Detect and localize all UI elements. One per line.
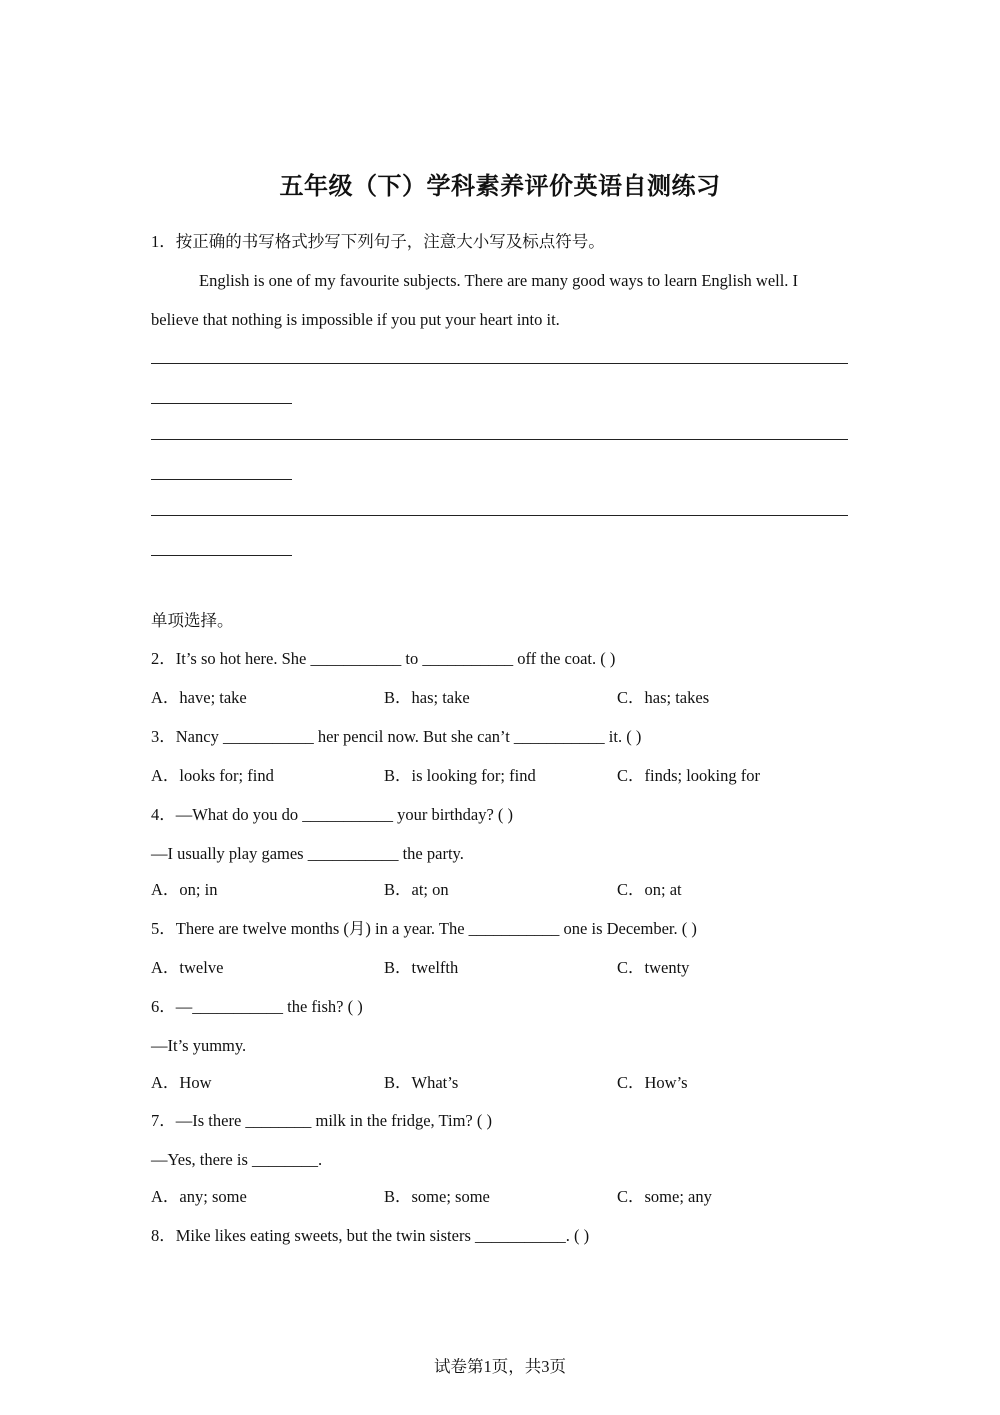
page-title: 五年级（下）学科素养评价英语自测练习 [279, 172, 721, 200]
option-row [151, 686, 851, 710]
option-row [151, 1185, 851, 1209]
writing-line-3 [151, 515, 848, 516]
writing-line-3-end [151, 555, 292, 556]
question-stem-line-2: —I usually play games ___________ the party. [151, 844, 464, 863]
question-stem-line-2: —It’s yummy. [151, 1036, 247, 1055]
option-a: A．How [151, 1073, 212, 1092]
option-a: A．have; take [151, 688, 247, 707]
question-stem: 8．Mike likes eating sweets, but the twin sisters ___________. ( ) [151, 1226, 590, 1245]
q1-prompt: 1．按正确的书写格式抄写下列句子，注意大小写及标点符号。 [151, 232, 605, 251]
writing-line-1 [151, 363, 848, 364]
option-b: B．is looking for; find [384, 766, 536, 785]
writing-line-2 [151, 439, 848, 440]
option-c: C．finds; looking for [617, 766, 760, 785]
option-b: B．What’s [384, 1073, 459, 1092]
question-stem: 3．Nancy ___________ her pencil now. But she can’t ___________ it. ( ) [151, 727, 642, 746]
option-row [151, 1071, 851, 1095]
option-b: B．has; take [384, 688, 470, 707]
option-row [151, 956, 851, 980]
option-c: C．How’s [617, 1073, 688, 1092]
writing-line-2-end [151, 479, 292, 480]
option-c: C．on; at [617, 880, 682, 899]
option-a: A．any; some [151, 1187, 247, 1206]
question-stem-line-2: —Yes, there is ________. [151, 1150, 323, 1169]
option-c: C．some; any [617, 1187, 712, 1206]
option-b: B．at; on [384, 880, 449, 899]
question-stem: 7．—Is there ________ milk in the fridge, Tim? ( ) [151, 1111, 492, 1130]
section-heading: 单项选择。 [151, 611, 234, 630]
writing-line-1-end [151, 403, 292, 404]
page-footer: 试卷第1页，共3页 [434, 1357, 566, 1376]
option-a: A．looks for; find [151, 766, 274, 785]
option-b: B．twelfth [384, 958, 459, 977]
option-row [151, 764, 851, 788]
question-stem: 4．—What do you do ___________ your birthday? ( ) [151, 805, 514, 824]
q1-passage-line-2: believe that nothing is impossible if you put your heart into it. [151, 310, 560, 329]
option-row [151, 878, 851, 902]
question-stem: 5．There are twelve months (月) in a year. The ___________ one is December. ( ) [151, 919, 697, 938]
option-a: A．twelve [151, 958, 224, 977]
question-stem: 6．—___________ the fish? ( ) [151, 997, 363, 1016]
option-b: B．some; some [384, 1187, 490, 1206]
q1-passage-line-1: English is one of my favourite subjects. There are many good ways to learn English well. I [199, 271, 799, 290]
option-a: A．on; in [151, 880, 218, 899]
question-stem: 2．It’s so hot here. She ___________ to ___________ off the coat. ( ) [151, 649, 616, 668]
option-c: C．twenty [617, 958, 690, 977]
option-c: C．has; takes [617, 688, 710, 707]
